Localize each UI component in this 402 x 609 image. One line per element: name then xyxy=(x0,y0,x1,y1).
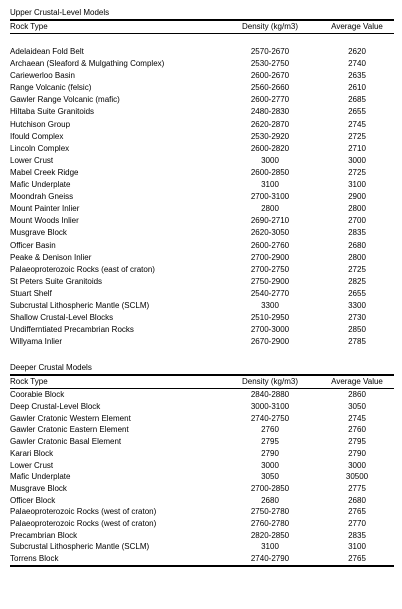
average-value-cell: 2850 xyxy=(348,325,366,335)
deeper-header-rock-type: Rock Type xyxy=(10,377,48,387)
density-cell: 2600-2670 xyxy=(250,71,290,81)
density-cell: 3100 xyxy=(261,180,279,190)
density-cell: 2760 xyxy=(261,425,279,435)
average-value-cell: 2835 xyxy=(348,530,366,540)
average-value-cell: 3050 xyxy=(348,402,366,412)
average-value-cell: 2725 xyxy=(348,264,366,274)
deeper-density-table-body xyxy=(10,389,394,565)
density-cell: 3050 xyxy=(261,472,279,482)
rock-type-cell: Palaeoproterozoic Rocks (west of craton) xyxy=(10,519,157,529)
density-cell: 2620-3050 xyxy=(250,228,290,238)
rock-type-cell: Lincoln Complex xyxy=(10,143,70,153)
rock-type-cell: Musgrave Block xyxy=(10,483,67,493)
average-value-cell: 2680 xyxy=(348,495,366,505)
density-cell: 2560-2660 xyxy=(250,83,290,93)
table-row xyxy=(10,215,394,227)
rock-type-cell: Stuart Shelf xyxy=(10,288,52,298)
rock-type-cell: Palaeoproterozoic Rocks (east of craton) xyxy=(10,264,155,274)
rock-type-cell: St Peters Suite Granitoids xyxy=(10,276,103,286)
rock-type-cell: Musgrave Block xyxy=(10,228,67,238)
document-page xyxy=(10,7,394,567)
density-cell: 2700-2900 xyxy=(250,252,290,262)
average-value-cell: 2655 xyxy=(348,107,366,117)
average-value-cell: 2635 xyxy=(348,71,366,81)
average-value-cell: 3000 xyxy=(348,460,366,470)
table-row xyxy=(10,483,394,495)
average-value-cell: 2745 xyxy=(348,413,366,423)
average-value-cell: 2765 xyxy=(348,507,366,517)
rock-type-cell: Ifould Complex xyxy=(10,131,64,141)
table-row xyxy=(10,203,394,215)
average-value-cell: 2835 xyxy=(348,228,366,238)
rock-type-cell: Shallow Crustal-Level Blocks xyxy=(10,313,114,323)
average-value-cell: 2725 xyxy=(348,131,366,141)
average-value-cell: 2725 xyxy=(348,167,366,177)
deeper-density-table xyxy=(10,376,394,388)
table-row xyxy=(10,401,394,413)
average-value-cell: 2740 xyxy=(348,59,366,69)
deeper-header-density: Density (kg/m3) xyxy=(241,377,298,387)
rock-type-cell: Hutchison Group xyxy=(10,119,71,129)
table-row xyxy=(10,506,394,518)
table-row xyxy=(10,119,394,131)
density-cell: 2700-3000 xyxy=(250,325,290,335)
upper-header-average: Average Value xyxy=(331,22,383,31)
density-cell: 3000 xyxy=(261,460,279,470)
average-value-cell: 2900 xyxy=(348,192,366,202)
average-value-cell: 3100 xyxy=(348,542,366,552)
density-cell: 2700-3100 xyxy=(250,192,290,202)
table-row xyxy=(10,495,394,507)
table-row xyxy=(10,424,394,436)
average-value-cell: 2620 xyxy=(348,47,366,56)
table-row xyxy=(10,324,394,336)
table-row xyxy=(10,276,394,288)
rock-type-cell: Subcrustal Lithospheric Mantle (SCLM) xyxy=(10,542,150,552)
table-row xyxy=(10,179,394,191)
rock-type-cell: Deep Crustal-Level Block xyxy=(10,402,101,412)
rock-type-cell: Range Volcanic (felsic) xyxy=(10,83,92,93)
average-value-cell: 2680 xyxy=(348,240,366,250)
rock-type-cell: Peake & Denison Inlier xyxy=(10,252,92,262)
rock-type-cell: Mount Painter Inlier xyxy=(10,204,80,214)
average-value-cell: 30500 xyxy=(345,472,369,482)
upper-section-title: Upper Crustal-Level Models xyxy=(10,8,110,17)
upper-header-density: Density (kg/m3) xyxy=(241,22,298,31)
density-cell: 2790 xyxy=(261,448,279,458)
table-row xyxy=(10,389,394,401)
density-cell: 2600-2760 xyxy=(250,240,290,250)
density-cell: 2530-2920 xyxy=(250,131,290,141)
upper-density-table-body xyxy=(10,34,394,348)
average-value-cell: 2685 xyxy=(348,95,366,105)
average-value-cell: 3100 xyxy=(348,180,366,190)
density-cell: 3000-3100 xyxy=(250,402,290,412)
table-row xyxy=(10,58,394,70)
rock-type-cell: Archaean (Sleaford & Mulgathing Complex) xyxy=(10,59,165,69)
table-row xyxy=(10,312,394,324)
table-row xyxy=(10,106,394,118)
deeper-bottom-rule xyxy=(10,565,394,567)
density-cell: 3100 xyxy=(261,542,279,552)
rock-type-cell: Lower Crust xyxy=(10,155,54,165)
density-cell: 2840-2880 xyxy=(250,390,290,400)
rock-type-cell: Officer Basin xyxy=(10,240,56,250)
rock-type-cell: Coorabie Block xyxy=(10,390,65,400)
rock-type-cell: Gawler Range Volcanic (mafic) xyxy=(10,95,120,105)
density-cell: 2750-2900 xyxy=(250,276,290,286)
average-value-cell: 2730 xyxy=(348,313,366,323)
average-value-cell: 2655 xyxy=(348,288,366,298)
rock-type-cell: Officer Block xyxy=(10,495,56,505)
rock-type-cell: Mount Woods Inlier xyxy=(10,216,79,226)
average-value-cell: 2800 xyxy=(348,204,366,214)
table-row xyxy=(10,94,394,106)
average-value-cell: 2770 xyxy=(348,519,366,529)
rock-type-cell: Torrens Block xyxy=(10,554,59,564)
density-cell: 2750-2780 xyxy=(250,507,290,517)
density-cell: 2690-2710 xyxy=(250,216,290,226)
rock-type-cell: Karari Block xyxy=(10,448,54,458)
table-row xyxy=(10,436,394,448)
average-value-cell: 2785 xyxy=(348,337,366,347)
table-row xyxy=(10,82,394,94)
rock-type-cell: Gawler Cratonic Basal Element xyxy=(10,437,122,447)
density-cell: 2670-2900 xyxy=(250,337,290,347)
average-value-cell: 2765 xyxy=(348,554,366,564)
table-row xyxy=(10,553,394,565)
density-cell: 2740-2790 xyxy=(250,554,290,564)
rock-type-cell: Willyama Inlier xyxy=(10,337,63,347)
rock-type-cell: Subcrustal Lithospheric Mantle (SCLM) xyxy=(10,300,150,310)
average-value-cell: 2795 xyxy=(348,437,366,447)
table-row xyxy=(10,155,394,167)
rock-type-cell: Lower Crust xyxy=(10,460,54,470)
rock-type-cell: Hiltaba Suite Granitoids xyxy=(10,107,95,117)
rock-type-cell: Mafic Underplate xyxy=(10,180,71,190)
table-row xyxy=(10,460,394,472)
density-cell: 2620-2870 xyxy=(250,119,290,129)
table-row xyxy=(10,530,394,542)
density-cell: 2795 xyxy=(261,437,279,447)
average-value-cell: 3000 xyxy=(348,155,366,165)
table-row xyxy=(10,471,394,483)
table-row xyxy=(10,131,394,143)
density-cell: 3300 xyxy=(261,300,279,310)
density-cell: 2800 xyxy=(261,204,279,214)
average-value-cell: 2710 xyxy=(348,143,366,153)
rock-type-cell: Undifferntiated Precambrian Rocks xyxy=(10,325,134,335)
rock-type-cell: Moondrah Gneiss xyxy=(10,192,74,202)
density-cell: 2760-2780 xyxy=(250,519,290,529)
average-value-cell: 3300 xyxy=(348,300,366,310)
upper-header-rock-type: Rock Type xyxy=(10,22,48,31)
deeper-header-row xyxy=(10,376,394,388)
density-cell: 2740-2750 xyxy=(250,413,290,423)
upper-header-row xyxy=(10,21,394,33)
density-cell: 2530-2750 xyxy=(250,59,290,69)
average-value-cell: 2610 xyxy=(348,83,366,93)
table-row xyxy=(10,227,394,239)
table-row xyxy=(10,541,394,553)
table-row xyxy=(10,240,394,252)
density-cell: 2820-2850 xyxy=(250,530,290,540)
table-row xyxy=(10,46,394,58)
table-row xyxy=(10,264,394,276)
table-row xyxy=(10,413,394,425)
table-row xyxy=(10,70,394,82)
table-row xyxy=(10,336,394,348)
density-cell: 2680 xyxy=(261,495,279,505)
table-row xyxy=(10,448,394,460)
density-cell: 2700-2750 xyxy=(250,264,290,274)
density-cell: 2510-2950 xyxy=(250,313,290,323)
rock-type-cell: Mafic Underplate xyxy=(10,472,71,482)
table-row xyxy=(10,252,394,264)
rock-type-cell: Gawler Cratonic Eastern Element xyxy=(10,425,129,435)
density-cell: 2570-2670 xyxy=(250,47,290,56)
average-value-cell: 2825 xyxy=(348,276,366,286)
table-row xyxy=(10,300,394,312)
table-row xyxy=(10,191,394,203)
average-value-cell: 2775 xyxy=(348,483,366,493)
table-row xyxy=(10,518,394,530)
rock-type-cell: Adelaidean Fold Belt xyxy=(10,47,84,56)
rock-type-cell: Gawler Cratonic Western Element xyxy=(10,413,131,423)
density-cell: 2700-2850 xyxy=(250,483,290,493)
rock-type-cell: Cariewerloo Basin xyxy=(10,71,75,81)
table-row xyxy=(10,167,394,179)
deeper-section-title: Deeper Crustal Models xyxy=(10,363,92,373)
density-cell: 2540-2770 xyxy=(250,288,290,298)
density-cell: 3000 xyxy=(261,155,279,165)
density-cell: 2600-2820 xyxy=(250,143,290,153)
density-cell: 2600-2850 xyxy=(250,167,290,177)
rock-type-cell: Mabel Creek Ridge xyxy=(10,167,79,177)
rock-type-cell: Palaeoproterozoic Rocks (west of craton) xyxy=(10,507,157,517)
average-value-cell: 2760 xyxy=(348,425,366,435)
density-cell: 2480-2830 xyxy=(250,107,290,117)
average-value-cell: 2860 xyxy=(348,390,366,400)
average-value-cell: 2700 xyxy=(348,216,366,226)
deeper-header-average: Average Value xyxy=(331,377,383,387)
table-row xyxy=(10,288,394,300)
table-row xyxy=(10,143,394,155)
density-cell: 2600-2770 xyxy=(250,95,290,105)
average-value-cell: 2790 xyxy=(348,448,366,458)
rock-type-cell: Precambrian Block xyxy=(10,530,78,540)
average-value-cell: 2800 xyxy=(348,252,366,262)
average-value-cell: 2745 xyxy=(348,119,366,129)
upper-density-table xyxy=(10,21,394,33)
